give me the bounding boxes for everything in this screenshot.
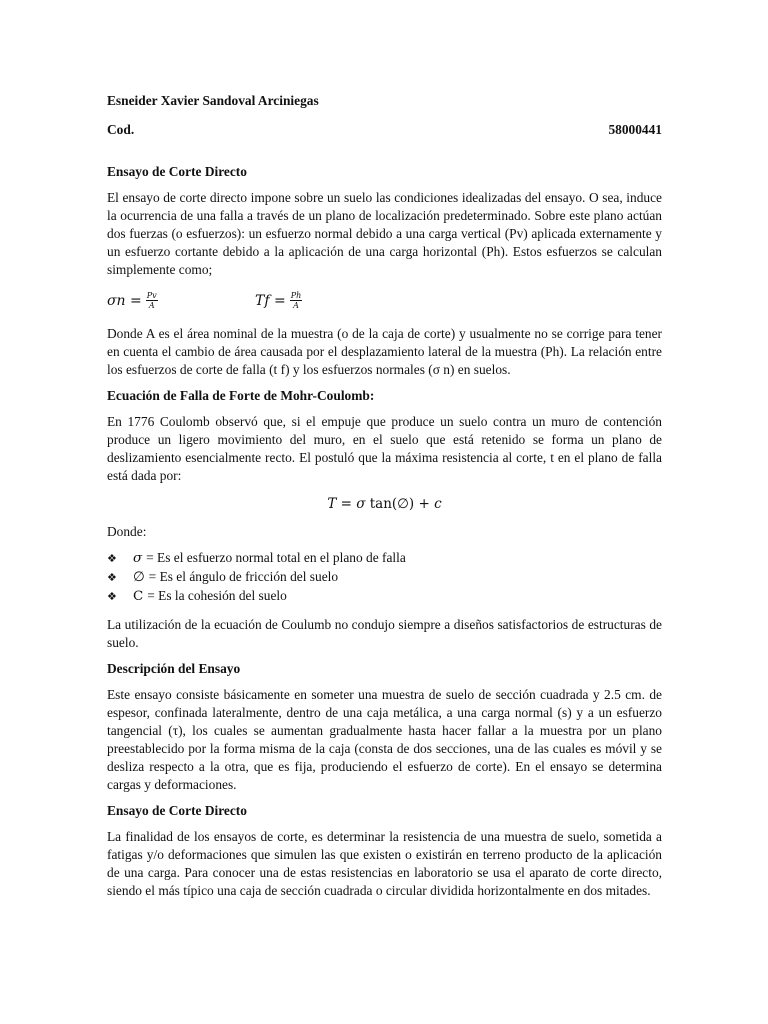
equation-rhs: + c (418, 496, 442, 512)
variable-symbol: C (133, 589, 144, 604)
diamond-bullet-icon: ❖ (107, 590, 117, 603)
shear-stress-lhs: Tf = (255, 292, 286, 309)
fraction-denominator: A (293, 301, 299, 310)
paragraph-coulumb-usage: La utilización de la ecuación de Coulumb no condujo siempre a diseños satisfactorios de estructuras de suelo. (107, 617, 662, 650)
list-item (107, 587, 662, 606)
variable-description: = Es el esfuerzo normal total en el plano de falla (146, 550, 406, 565)
paragraph-intro: El ensayo de corte directo impone sobre un suelo las condiciones idealizadas del ensayo. O sea, induce la ocurrencia de una falla a través de un plano de localización predeterminado. Sobre este plano actúan dos fuerzas (o esfuerzos): un esfuerzo normal debido a una carga vertical (Pv) aplicada externamente y un esfuerzo cortante debido a la aplicación de una carga horizontal (Ph). Estos esfuerzos se calculan simplemente como; (107, 190, 662, 277)
normal-stress-formula (107, 291, 158, 310)
variable-description: = Es el ángulo de fricción del suelo (148, 569, 339, 584)
stress-formulas (107, 287, 662, 317)
diamond-bullet-icon: ❖ (107, 571, 117, 584)
variable-symbol: ∅ (133, 570, 145, 585)
code-value: 58000441 (608, 122, 662, 137)
fraction-numerator: Pv (146, 291, 157, 300)
section-title-corte-directo: Ensayo de Corte Directo (107, 164, 247, 179)
fraction-numerator: Ph (290, 291, 302, 300)
variable-symbol: σ (133, 551, 143, 566)
paragraph-coulomb: En 1776 Coulomb observó que, si el empuje que produce un suelo contra un muro de contención produce un ligero movimiento del muro, en el suelo que está retenido se forma un plano de deslizamiento esencialmente recto. El postuló que la máxima resistencia al corte, t en el plano de falla está dada por: (107, 414, 662, 483)
list-item (107, 549, 662, 568)
shear-stress-formula (255, 291, 302, 310)
section-title-mohr-coulomb: Ecuación de Falla de Forte de Mohr-Coulomb: (107, 388, 375, 403)
shear-stress-fraction (290, 291, 303, 310)
variable-description: = Es la cohesión del suelo (147, 588, 287, 603)
section-title-corte-directo-2: Ensayo de Corte Directo (107, 803, 247, 818)
list-item (107, 568, 662, 587)
paragraph-finalidad: La finalidad de los ensayos de corte, es determinar la resistencia de una muestra de suelo, sometida a fatigas y/o deformaciones que simulen las que existen o existirán en terreno producto de la aplicación de una carga. Para conocer una de estas resistencias en laboratorio se usa el aparato de corte directo, siendo el más típico una caja de sección cuadrada o circular dividida horizontalmente en dos mitades. (107, 829, 662, 898)
code-row (107, 121, 662, 139)
equation-lhs: T = σ (327, 496, 366, 512)
fraction-denominator: A (148, 301, 155, 310)
donde-label: Donde: (107, 524, 147, 539)
normal-stress-lhs: σn = (107, 292, 142, 309)
paragraph-area-note: Donde A es el área nominal de la muestra (o de la caja de corte) y usualmente no se corrige para tener en cuenta el cambio de área causada por el desplazamiento lateral de la muestra (Ph). La relación entre los esfuerzos de corte de falla (t f) y los esfuerzos normales (σ n) en suelos. (107, 326, 662, 377)
code-label: Cod. (107, 122, 135, 137)
diamond-bullet-icon: ❖ (107, 552, 117, 565)
author-name: Esneider Xavier Sandoval Arciniegas (107, 93, 319, 108)
document-content (107, 92, 662, 908)
section-title-descripcion: Descripción del Ensayo (107, 661, 241, 676)
paragraph-descripcion: Este ensayo consiste básicamente en someter una muestra de suelo de sección cuadrada y 2.5 cm. de espesor, confinada lateralmente, dentro de una caja metálica, a una carga normal (s) y a un esfuerzo tangencial (τ), los cuales se aumentan gradualmente hasta hacer fallar a la muestra por un plano preestablecido por la forma misma de la caja (consta de dos secciones, una de las cuales es móvil y se desliza respecto a la otra, que es fija, produciendo el esfuerzo de corte). En el ensayo se determina cargas y deformaciones. (107, 687, 662, 792)
coulomb-equation (107, 495, 662, 513)
equation-function: tan(∅) (369, 496, 415, 512)
normal-stress-fraction (146, 291, 158, 310)
variable-list (107, 549, 662, 606)
